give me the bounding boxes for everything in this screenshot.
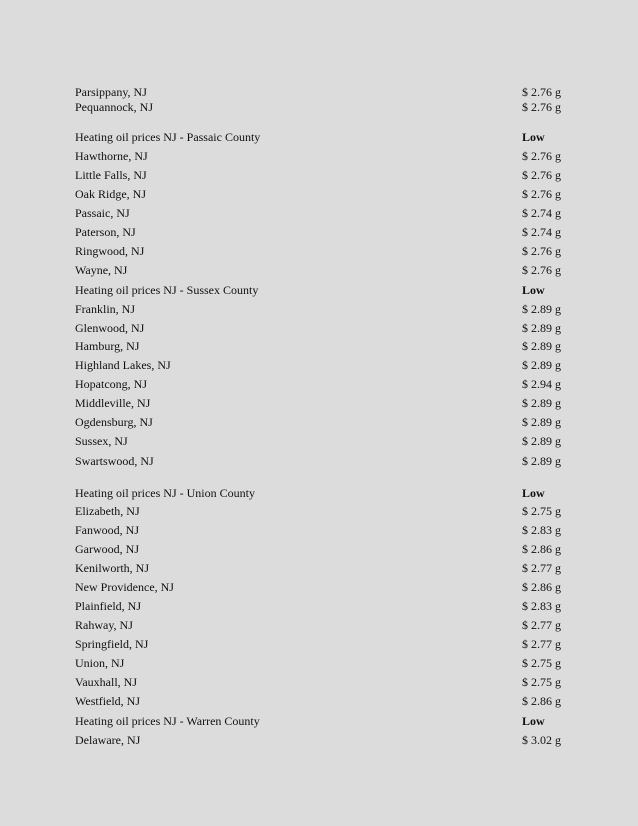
town-name: Highland Lakes, NJ <box>75 358 171 372</box>
town-name: Glenwood, NJ <box>75 321 145 335</box>
town-name: Hawthorne, NJ <box>75 149 148 163</box>
low-column-label: Low <box>522 714 545 728</box>
town-name: Kenilworth, NJ <box>75 561 149 575</box>
price-value: $ 2.76 g <box>522 100 561 114</box>
price-value: $ 2.76 g <box>522 187 561 201</box>
town-price-row <box>0 559 638 578</box>
price-value: $ 2.76 g <box>522 244 561 258</box>
price-value: $ 2.76 g <box>522 85 561 99</box>
town-name: Rahway, NJ <box>75 618 133 632</box>
town-name: Hamburg, NJ <box>75 339 140 353</box>
county-heading: Heating oil prices NJ - Warren County <box>75 714 260 728</box>
town-price-row <box>0 319 638 338</box>
town-price-row <box>0 223 638 242</box>
price-value: $ 2.83 g <box>522 599 561 613</box>
county-heading: Heating oil prices NJ - Passaic County <box>75 130 261 144</box>
town-price-row <box>0 432 638 451</box>
town-name: Hopatcong, NJ <box>75 377 147 391</box>
price-value: $ 2.77 g <box>522 561 561 575</box>
town-name: Middleville, NJ <box>75 396 151 410</box>
town-name: Wayne, NJ <box>75 263 128 277</box>
town-price-row <box>0 597 638 616</box>
town-price-row <box>0 356 638 375</box>
price-value: $ 2.75 g <box>522 675 561 689</box>
town-price-row <box>0 147 638 166</box>
price-value: $ 2.89 g <box>522 454 561 468</box>
town-name: Delaware, NJ <box>75 733 141 747</box>
price-value: $ 2.89 g <box>522 396 561 410</box>
town-price-row <box>0 261 638 280</box>
town-name: Paterson, NJ <box>75 225 136 239</box>
town-price-row <box>0 502 638 521</box>
town-name: Westfield, NJ <box>75 694 141 708</box>
town-name: Pequannock, NJ <box>75 100 153 114</box>
price-value: $ 2.76 g <box>522 263 561 277</box>
price-value: $ 2.76 g <box>522 149 561 163</box>
town-name: Ringwood, NJ <box>75 244 145 258</box>
price-value: $ 2.77 g <box>522 618 561 632</box>
town-price-row <box>0 394 638 413</box>
town-name: Oak Ridge, NJ <box>75 187 146 201</box>
county-heading: Heating oil prices NJ - Union County <box>75 486 255 500</box>
town-price-row <box>0 635 638 654</box>
price-value: $ 2.83 g <box>522 523 561 537</box>
county-header-row <box>0 712 638 731</box>
town-price-row <box>0 731 638 750</box>
price-value: $ 2.77 g <box>522 637 561 651</box>
town-name: Vauxhall, NJ <box>75 675 137 689</box>
town-name: New Providence, NJ <box>75 580 174 594</box>
town-name: Franklin, NJ <box>75 302 135 316</box>
price-value: $ 2.89 g <box>522 415 561 429</box>
town-price-row <box>0 654 638 673</box>
town-name: Little Falls, NJ <box>75 168 147 182</box>
town-name: Ogdensburg, NJ <box>75 415 153 429</box>
county-header-row <box>0 484 638 503</box>
town-price-row <box>0 204 638 223</box>
price-value: $ 2.86 g <box>522 542 561 556</box>
town-price-row <box>0 98 638 117</box>
low-column-label: Low <box>522 283 545 297</box>
town-price-row <box>0 452 638 471</box>
price-value: $ 2.86 g <box>522 694 561 708</box>
town-price-row <box>0 616 638 635</box>
town-name: Swartswood, NJ <box>75 454 154 468</box>
town-name: Sussex, NJ <box>75 434 128 448</box>
price-value: $ 2.75 g <box>522 656 561 670</box>
town-name: Plainfield, NJ <box>75 599 141 613</box>
town-name: Union, NJ <box>75 656 125 670</box>
price-value: $ 2.74 g <box>522 206 561 220</box>
town-price-row <box>0 578 638 597</box>
town-price-row <box>0 673 638 692</box>
town-price-row <box>0 540 638 559</box>
town-price-row <box>0 413 638 432</box>
low-column-label: Low <box>522 486 545 500</box>
price-value: $ 2.74 g <box>522 225 561 239</box>
low-column-label: Low <box>522 130 545 144</box>
town-name: Passaic, NJ <box>75 206 130 220</box>
town-name: Springfield, NJ <box>75 637 149 651</box>
price-value: $ 2.76 g <box>522 168 561 182</box>
town-price-row <box>0 300 638 319</box>
town-name: Garwood, NJ <box>75 542 139 556</box>
county-header-row <box>0 128 638 147</box>
price-value: $ 3.02 g <box>522 733 561 747</box>
county-heading: Heating oil prices NJ - Sussex County <box>75 283 259 297</box>
price-value: $ 2.89 g <box>522 339 561 353</box>
price-value: $ 2.86 g <box>522 580 561 594</box>
price-value: $ 2.89 g <box>522 302 561 316</box>
town-name: Elizabeth, NJ <box>75 504 140 518</box>
town-price-row <box>0 337 638 356</box>
town-price-row <box>0 692 638 711</box>
price-value: $ 2.89 g <box>522 358 561 372</box>
town-price-row <box>0 166 638 185</box>
town-name: Fanwood, NJ <box>75 523 140 537</box>
town-price-row <box>0 185 638 204</box>
town-name: Parsippany, NJ <box>75 85 147 99</box>
town-price-row <box>0 375 638 394</box>
county-header-row <box>0 281 638 300</box>
price-value: $ 2.89 g <box>522 434 561 448</box>
town-price-row <box>0 521 638 540</box>
price-value: $ 2.75 g <box>522 504 561 518</box>
price-value: $ 2.89 g <box>522 321 561 335</box>
town-price-row <box>0 242 638 261</box>
price-value: $ 2.94 g <box>522 377 561 391</box>
